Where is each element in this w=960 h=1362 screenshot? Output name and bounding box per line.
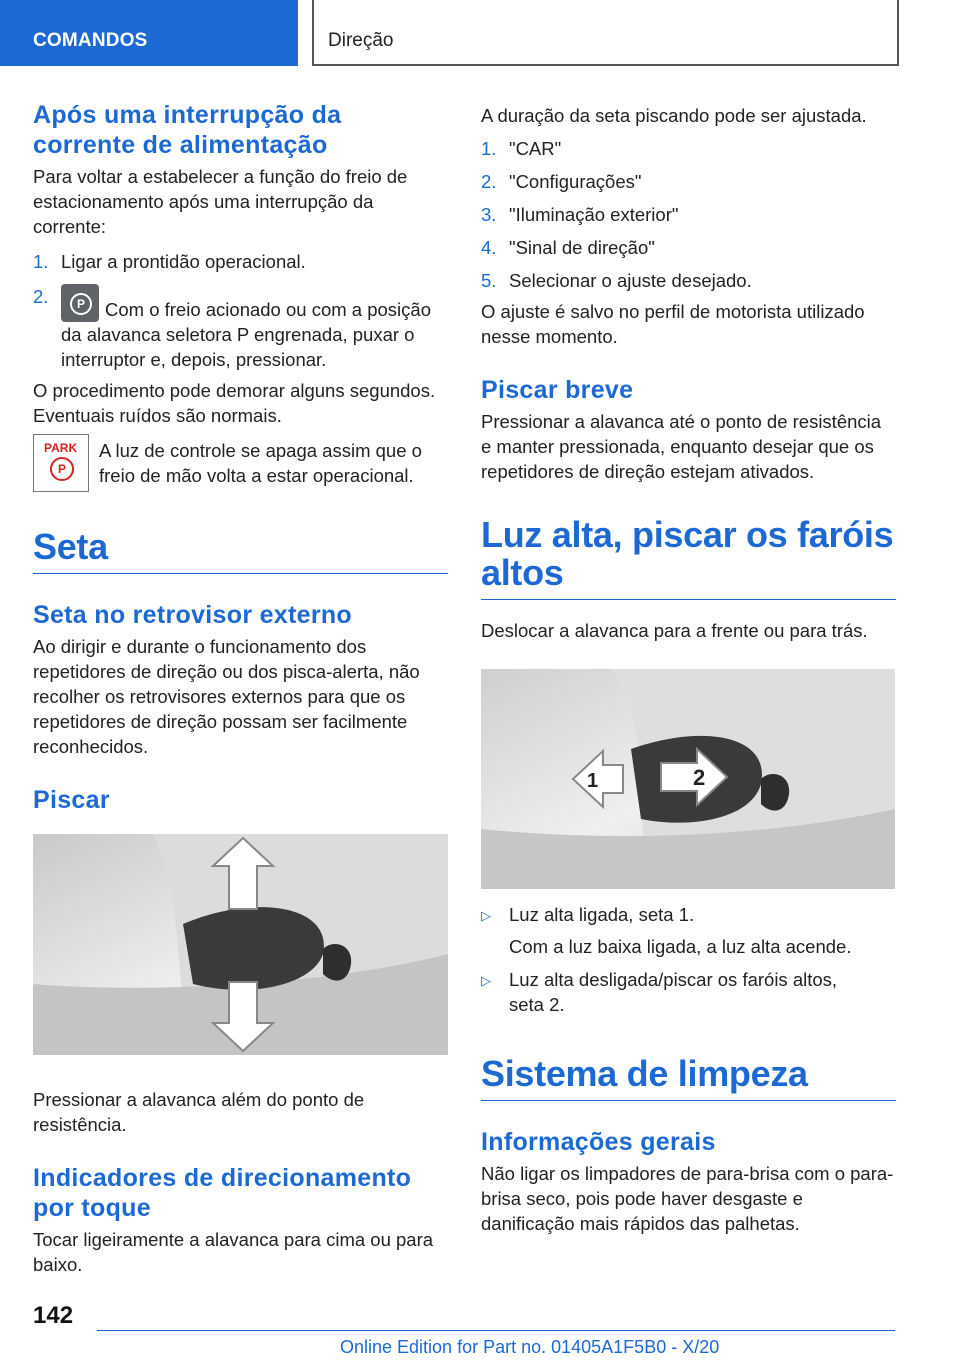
bullet-high-beam-off xyxy=(481,967,896,1017)
step-number: 2. xyxy=(481,171,497,192)
heading-brief-flash: Piscar breve xyxy=(481,376,634,404)
park-note: A luz de controle se apaga assim que o freio de mão volta a estar operacional. xyxy=(99,440,422,486)
step-text: Com o freio acionado ou com a posição da alavanca seletora P engrenada, puxar o interruptor e, depois, pressionar. xyxy=(61,299,431,370)
paragraph-piscar: Pressionar a alavanca além do ponto de resistência. xyxy=(33,1089,365,1135)
lever-illustration xyxy=(33,834,448,1055)
heading-general-info: Informações gerais xyxy=(481,1128,716,1156)
figure-label-1: 1 xyxy=(587,770,599,792)
step-number: 4. xyxy=(481,237,497,258)
chapter-title: Direção xyxy=(328,30,394,51)
right-column xyxy=(481,103,896,643)
step-number: 2. xyxy=(33,286,49,307)
parking-brake-switch-icon: P xyxy=(61,284,99,322)
heading-piscar: Piscar xyxy=(33,786,110,814)
park-warning-icon: PARK P xyxy=(33,434,89,492)
figure-label-2: 2 xyxy=(693,765,706,790)
section-title: COMANDOS xyxy=(33,30,148,51)
right-column-lower xyxy=(481,902,896,1236)
step-number: 1. xyxy=(481,138,497,159)
paragraph-high-beam: Deslocar a alavanca para a frente ou para trás. xyxy=(481,620,868,641)
paragraph-brief-flash: Pressionar a alavanca até o ponto de resistência e manter pressionada, enquanto desejar que os repetidores de direção estejam ativados. xyxy=(481,411,882,482)
menu-step-5 xyxy=(481,268,896,293)
footer-divider xyxy=(97,1330,895,1331)
heading-seta: Seta xyxy=(33,528,448,574)
paragraph-seta-mirror: Ao dirigir e durante o funcionamento dos repetidores de direção ou dos pisca-alerta, não recolher os retrovisores externos para que os repetidores de direção possam ser facilmente reconhecidos. xyxy=(33,636,420,757)
bullet-text: Luz alta desligada/piscar os faróis altos, seta 2. xyxy=(509,969,838,1015)
bullet-subtext: Com a luz baixa ligada, a luz alta acende. xyxy=(509,936,852,957)
lever-illustration xyxy=(481,669,895,889)
step-number: 3. xyxy=(481,204,497,225)
heading-cleaning-system: Sistema de limpeza xyxy=(481,1055,896,1101)
step-number: 5. xyxy=(481,270,497,291)
menu-step-1 xyxy=(481,136,896,161)
heading-high-beam: Luz alta, piscar os faróis altos xyxy=(481,516,896,600)
bullet-high-beam-on xyxy=(481,902,896,928)
paragraph-general-info: Não ligar os limpadores de para-brisa com o para-brisa seco, pois pode haver desgaste e danificação mais rápidos das palhetas. xyxy=(481,1163,894,1234)
triangle-bullet-icon: ▷ xyxy=(481,908,491,923)
triangle-bullet-icon: ▷ xyxy=(481,973,491,988)
left-column xyxy=(33,100,448,1277)
step-text: "Configurações" xyxy=(509,171,642,192)
lever-forward-back-figure xyxy=(481,669,895,889)
step-text: "Sinal de direção" xyxy=(509,237,655,258)
menu-step-2 xyxy=(481,169,896,194)
menu-step-4 xyxy=(481,235,896,260)
footer-edition: Online Edition for Part no. 01405A1F5B0 - X/20 xyxy=(340,1337,720,1357)
menu-step-3 xyxy=(481,202,896,227)
paragraph-profile: O ajuste é salvo no perfil de motorista utilizado nesse momento. xyxy=(481,301,865,347)
step-text: Ligar a prontidão operacional. xyxy=(61,251,306,272)
paragraph-procedure: O procedimento pode demorar alguns segundos. Eventuais ruídos são normais. xyxy=(33,380,436,426)
step-text: "Iluminação exterior" xyxy=(509,204,679,225)
step-1 xyxy=(33,249,448,274)
heading-touch-indicators: Indicadores de direcionamento por toque xyxy=(33,1164,412,1222)
paragraph-touch-indicators: Tocar ligeiramente a alavanca para cima ou para baixo. xyxy=(33,1229,434,1275)
lever-up-down-figure xyxy=(33,834,448,1055)
bullet-text: Luz alta ligada, seta 1. xyxy=(509,904,695,925)
page-number: 142 xyxy=(33,1302,74,1329)
paragraph-duration: A duração da seta piscando pode ser ajustada. xyxy=(481,105,867,126)
step-text: "CAR" xyxy=(509,138,562,159)
heading-seta-mirror: Seta no retrovisor externo xyxy=(33,601,353,629)
section-tab[interactable] xyxy=(0,0,298,66)
step-number: 1. xyxy=(33,251,49,272)
paragraph-power-interruption: Para voltar a estabelecer a função do freio de estacionamento após uma interrupção da corrente: xyxy=(33,166,408,237)
step-text: Selecionar o ajuste desejado. xyxy=(509,270,752,291)
chapter-header xyxy=(312,0,899,66)
heading-power-interruption: Após uma interrupção da corrente de alimentação xyxy=(33,101,342,159)
step-2 xyxy=(33,284,448,372)
